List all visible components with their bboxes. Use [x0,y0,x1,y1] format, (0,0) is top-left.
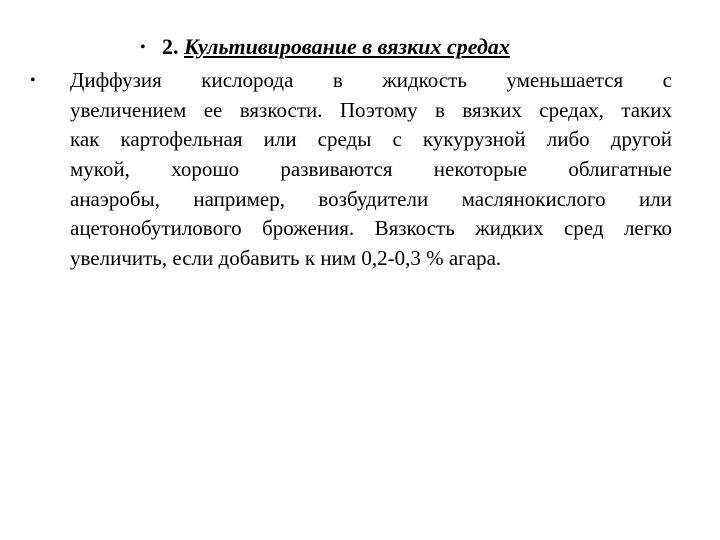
slide-heading [140,32,640,63]
body-line-7: увеличить, если добавить к ним 0,2-0,3 % агара. [70,246,502,271]
body-line-1: Диффузия кислорода в жидкость уменьшается с [70,68,672,92]
body-bullet: • [30,72,36,89]
heading-title: Культивирование в вязких средах [184,34,510,59]
body-line-5: анаэробы, например, возбудители маслянокислого или [70,186,672,211]
body-paragraph [30,66,672,274]
heading-number: 2. [162,34,179,59]
body-line-6: ацетонобутилового брожения. Вязкость жидких сред легко [70,216,672,241]
body-line-3: как картофельная или среды с кукурузной либо другой [70,127,672,152]
body-line-2: увеличением ее вязкости. Поэтому в вязких средах, таких [70,97,672,122]
heading-bullet: • [140,39,146,56]
body-line-4: мукой, хорошо развиваются некоторые облигатные [70,157,672,182]
body-lines [70,66,672,274]
